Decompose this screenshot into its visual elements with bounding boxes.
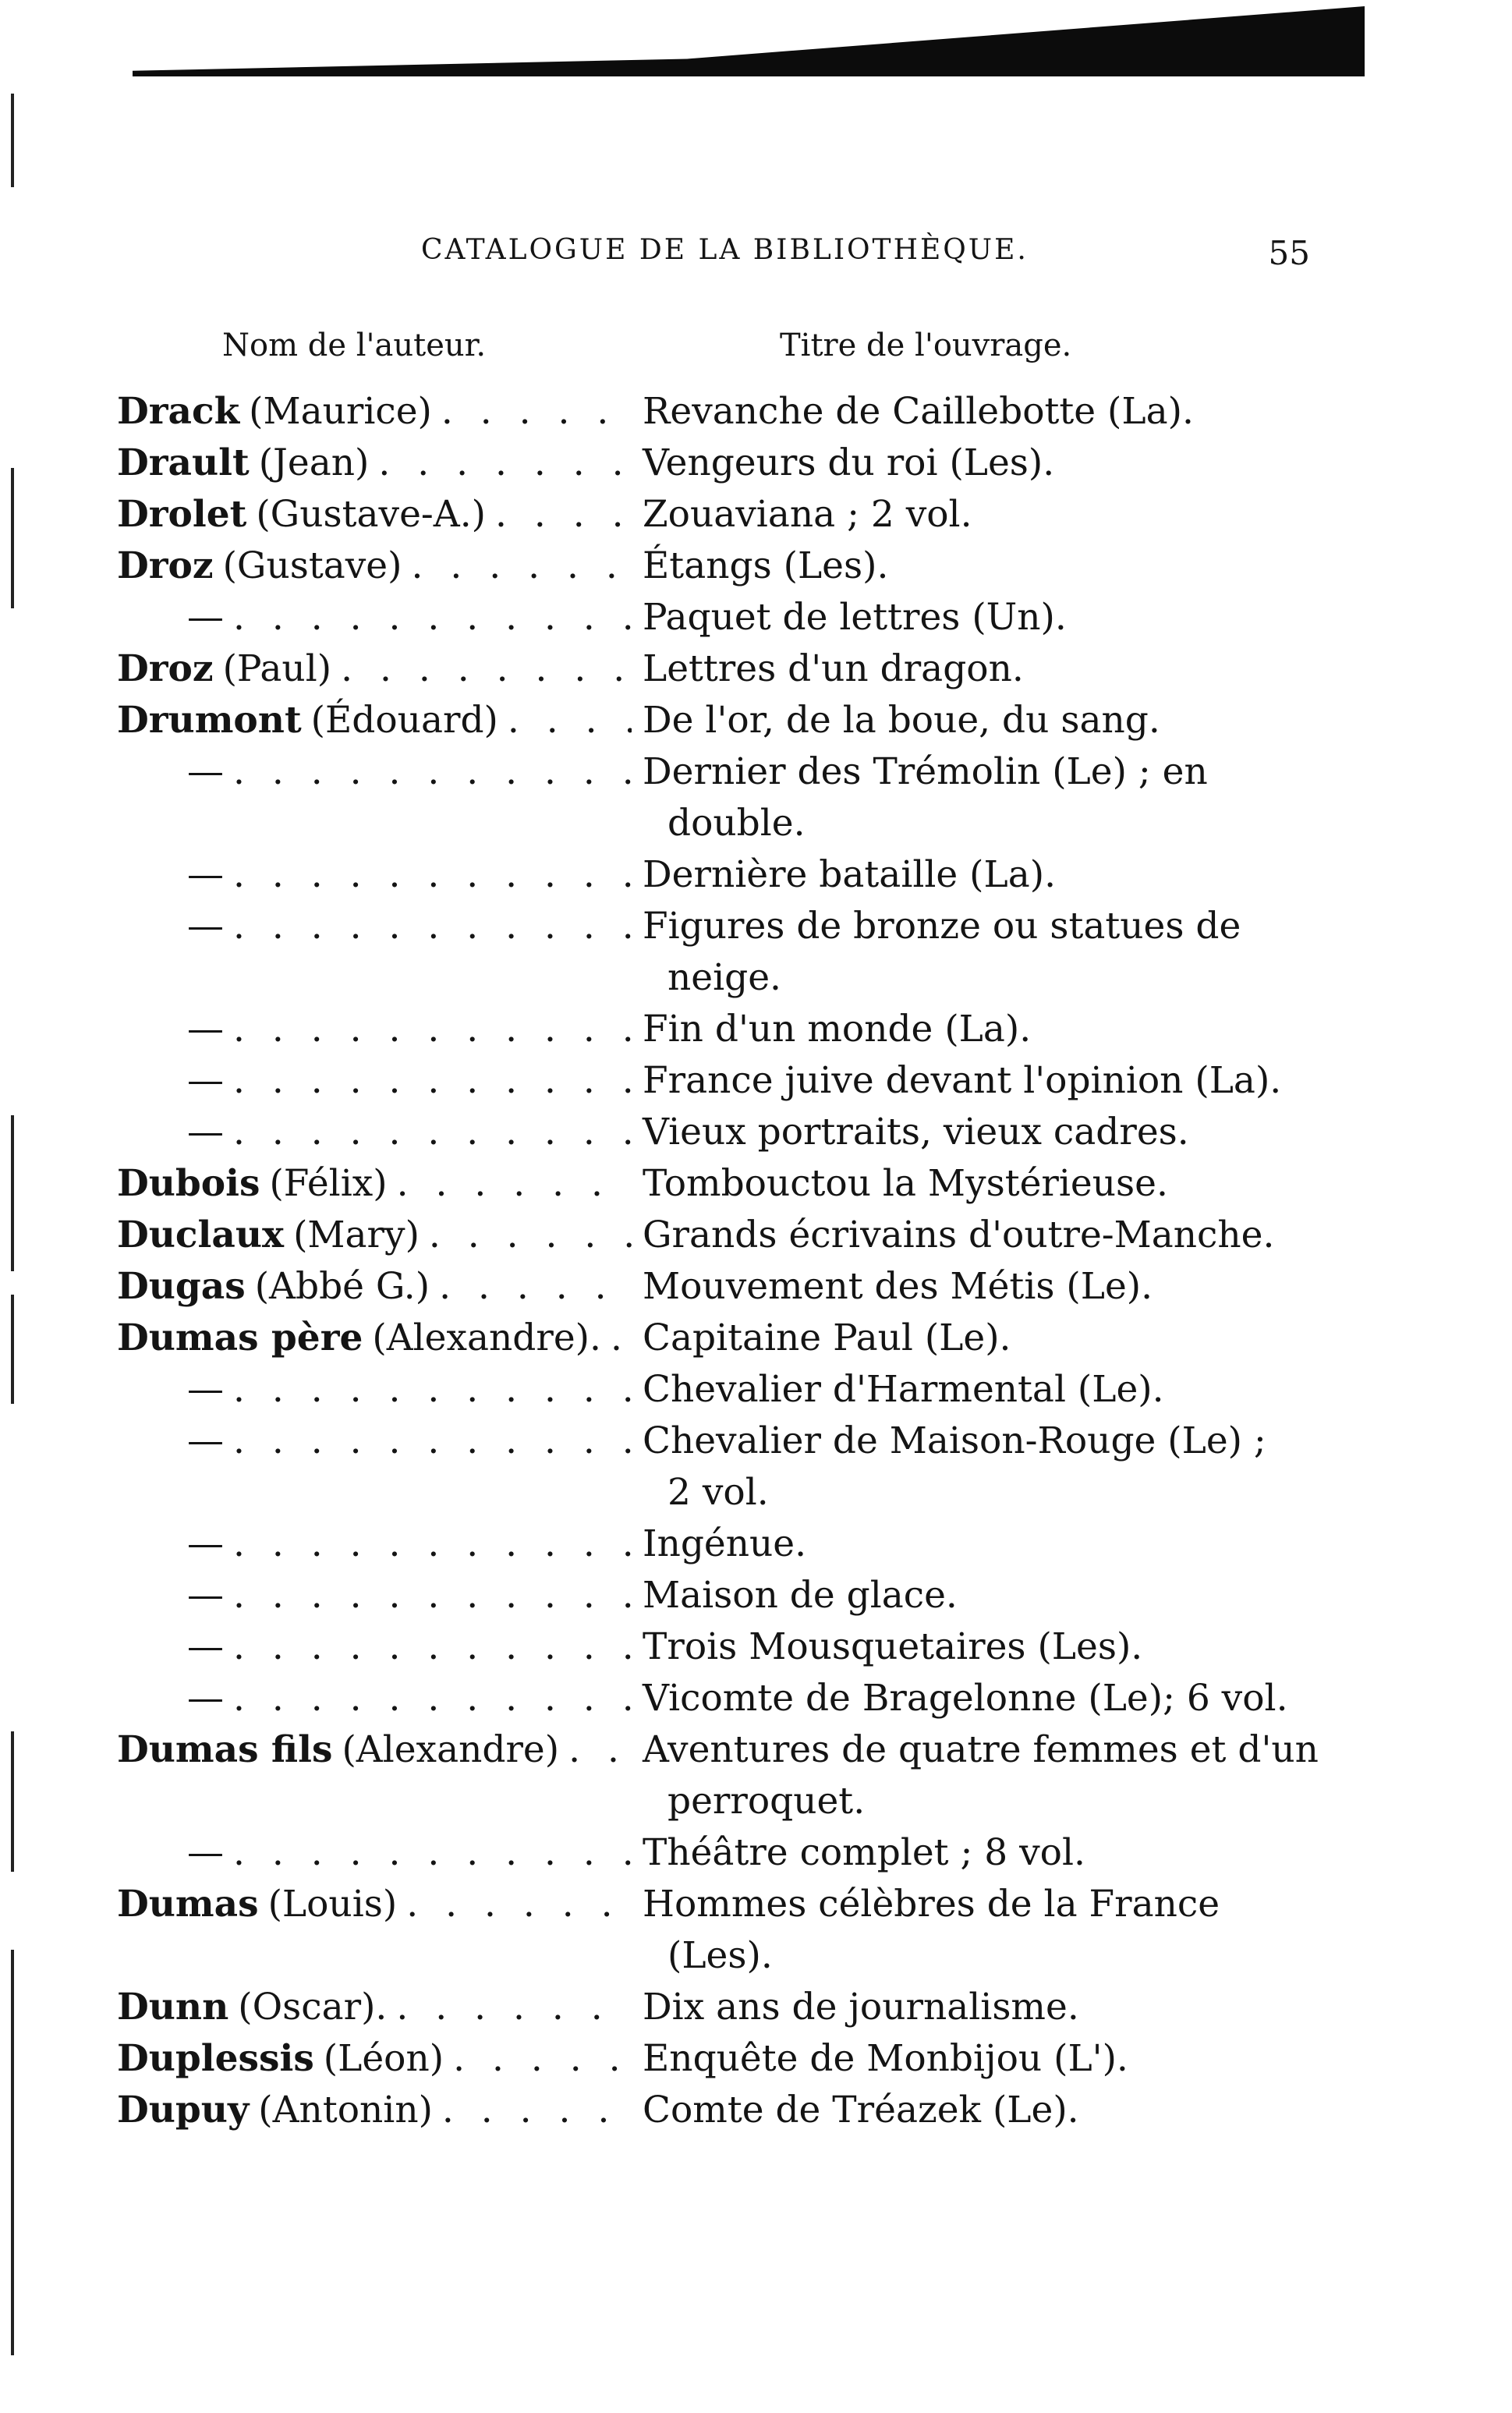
ditto-dash: — [187, 1419, 224, 1462]
catalogue-entry [117, 1879, 1341, 1930]
scan-margin-marks [0, 78, 31, 2340]
catalogue-entry [117, 1364, 1341, 1416]
catalogue-entry [117, 1313, 1341, 1364]
author-surname: Dupuy [117, 2089, 250, 2131]
entry-author [117, 438, 632, 489]
entry-title: Dernière bataille (La). [643, 853, 1057, 896]
catalogue-entry [117, 1982, 1341, 2033]
entry-title: Maison de glace. [643, 1574, 958, 1617]
dot-leader [224, 746, 632, 798]
entry-author [117, 1313, 632, 1364]
ditto-dash: — [187, 750, 224, 793]
dot-leader [224, 1364, 632, 1416]
dot-leader [432, 386, 632, 438]
entry-continuation [117, 1776, 1341, 1827]
dot-leader [369, 438, 632, 489]
entry-author [117, 1724, 632, 1776]
author-surname: Duclaux [117, 1214, 285, 1256]
catalogue-entry [117, 540, 1341, 592]
scan-edge-bar [133, 6, 1365, 76]
catalogue-entry [117, 1261, 1341, 1313]
dot-leader [397, 1879, 632, 1930]
dot-leader [224, 592, 632, 643]
entry-title: Comte de Tréazek (Le). [643, 2089, 1079, 2131]
entry-author [117, 592, 632, 643]
entry-author [117, 1673, 632, 1724]
author-given-name: (Gustave-A.) [256, 493, 486, 536]
entry-author [117, 1055, 632, 1107]
catalogue-entry [117, 1004, 1341, 1055]
ditto-dash: — [187, 1008, 224, 1051]
entry-author [117, 489, 632, 540]
entry-title: Aventures de quatre femmes et d'un [643, 1728, 1319, 1771]
author-given-name: (Alexandre). [372, 1316, 601, 1359]
author-given-name: (Léon) [323, 2037, 444, 2080]
entry-author [117, 1570, 632, 1621]
entry-author [117, 695, 632, 746]
catalogue-entry [117, 746, 1341, 798]
entry-title-continuation: (Les). [667, 1934, 773, 1977]
dot-leader [420, 1210, 632, 1261]
catalogue-entry [117, 1827, 1341, 1879]
author-surname: Drolet [117, 493, 247, 536]
catalogue-entry [117, 849, 1341, 901]
entry-title: Dernier des Trémolin (Le) ; en [643, 750, 1208, 793]
author-given-name: (Gustave) [222, 544, 402, 587]
author-surname: Droz [117, 544, 214, 587]
entry-author [117, 1158, 632, 1210]
entry-author [117, 1621, 632, 1673]
page-number: 55 [1268, 234, 1310, 272]
author-given-name: (Paul) [222, 647, 332, 690]
entry-title: Fin d'un monde (La). [643, 1008, 1032, 1051]
catalogue-entry [117, 438, 1341, 489]
entry-title: Tombouctou la Mystérieuse. [643, 1162, 1168, 1205]
dot-leader [430, 1261, 632, 1313]
entry-title-continuation: double. [667, 802, 806, 845]
dot-leader [224, 1055, 632, 1107]
author-surname: Droz [117, 647, 214, 690]
entry-title: Figures de bronze ou statues de [643, 905, 1241, 948]
dot-leader [224, 901, 632, 952]
author-given-name: (Jean) [258, 441, 370, 484]
entry-continuation [117, 798, 1341, 849]
entry-author [117, 1879, 632, 1930]
title-column-heading: Titre de l'ouvrage. [780, 328, 1072, 363]
dot-leader [224, 1107, 632, 1158]
entry-continuation [117, 1467, 1341, 1518]
catalogue-entry [117, 2033, 1341, 2085]
entry-title: Vicomte de Bragelonne (Le); 6 vol. [643, 1677, 1288, 1720]
entry-title-continuation: neige. [667, 956, 781, 999]
dot-leader [224, 1827, 632, 1879]
entry-author [117, 1416, 632, 1467]
author-given-name: (Abbé G.) [254, 1265, 430, 1308]
dot-leader [433, 2085, 632, 2136]
author-surname: Drault [117, 441, 250, 484]
entry-title: France juive devant l'opinion (La). [643, 1059, 1282, 1102]
catalogue-entry [117, 1055, 1341, 1107]
entry-title: Étangs (Les). [643, 544, 889, 587]
running-header [421, 234, 1326, 272]
author-surname: Dunn [117, 1986, 229, 2029]
author-surname: Dumas [117, 1883, 259, 1926]
author-surname: Dumas père [117, 1316, 363, 1359]
entry-title: Chevalier d'Harmental (Le). [643, 1368, 1164, 1411]
author-given-name: (Édouard) [310, 699, 498, 742]
entry-continuation [117, 1930, 1341, 1982]
entry-title: Lettres d'un dragon. [643, 647, 1024, 690]
entry-author [117, 2033, 632, 2085]
catalogue-entry [117, 643, 1341, 695]
ditto-dash: — [187, 596, 224, 639]
dot-leader [224, 1570, 632, 1621]
dot-leader [224, 1416, 632, 1467]
running-title: CATALOGUE DE LA BIBLIOTHÈQUE. [421, 234, 1029, 266]
ditto-dash: — [187, 1111, 224, 1153]
entry-title: De l'or, de la boue, du sang. [643, 699, 1160, 742]
entry-title: Enquête de Monbijou (L'). [643, 2037, 1128, 2080]
entry-title: Paquet de lettres (Un). [643, 596, 1067, 639]
ditto-dash: — [187, 1522, 224, 1565]
dot-leader [498, 695, 632, 746]
author-given-name: (Antonin) [258, 2089, 433, 2131]
catalogue-entry [117, 1158, 1341, 1210]
author-surname: Duplessis [117, 2037, 314, 2080]
catalogue-entry [117, 1673, 1341, 1724]
catalogue-entry [117, 1621, 1341, 1673]
author-given-name: (Maurice) [249, 390, 432, 433]
entry-author [117, 1364, 632, 1416]
catalogue-entry [117, 1518, 1341, 1570]
author-surname: Dumas fils [117, 1728, 333, 1771]
catalogue-entry [117, 1107, 1341, 1158]
dot-leader [486, 489, 632, 540]
ditto-dash: — [187, 1368, 224, 1411]
entry-title: Capitaine Paul (Le). [643, 1316, 1011, 1359]
entry-author [117, 1004, 632, 1055]
entry-title: Chevalier de Maison-Rouge (Le) ; [643, 1419, 1266, 1462]
entry-title: Théâtre complet ; 8 vol. [643, 1831, 1085, 1874]
catalogue-entry [117, 901, 1341, 952]
ditto-dash: — [187, 1677, 224, 1720]
author-given-name: (Mary) [293, 1214, 420, 1256]
entry-title: Dix ans de journalisme. [643, 1986, 1079, 2029]
dot-leader [224, 1621, 632, 1673]
ditto-dash: — [187, 1574, 224, 1617]
entry-title: Vengeurs du roi (Les). [643, 441, 1055, 484]
author-column-heading: Nom de l'auteur. [222, 328, 487, 363]
entry-title: Trois Mousquetaires (Les). [643, 1625, 1143, 1668]
entry-author [117, 1518, 632, 1570]
dot-leader [224, 1673, 632, 1724]
dot-leader [224, 1004, 632, 1055]
author-surname: Dubois [117, 1162, 260, 1205]
entry-continuation [117, 952, 1341, 1004]
dot-leader [402, 540, 632, 592]
dot-leader [601, 1313, 632, 1364]
catalogue-entry [117, 386, 1341, 438]
entry-author [117, 1827, 632, 1879]
entry-title: Revanche de Caillebotte (La). [643, 390, 1194, 433]
dot-leader [224, 849, 632, 901]
entry-title: Ingénue. [643, 1522, 807, 1565]
catalogue-entry [117, 2085, 1341, 2136]
dot-leader [559, 1724, 632, 1776]
author-surname: Drumont [117, 699, 302, 742]
catalogue-entry [117, 695, 1341, 746]
catalogue-entry [117, 1570, 1341, 1621]
entry-author [117, 540, 632, 592]
entry-title: Mouvement des Métis (Le). [643, 1265, 1153, 1308]
entry-title: Grands écrivains d'outre-Manche. [643, 1214, 1275, 1256]
author-surname: Dugas [117, 1265, 246, 1308]
entry-title: Vieux portraits, vieux cadres. [643, 1111, 1189, 1153]
author-given-name: (Louis) [267, 1883, 398, 1926]
catalogue-entries [117, 386, 1341, 2136]
entry-author [117, 1982, 632, 2033]
catalogue-entry [117, 1210, 1341, 1261]
entry-author [117, 849, 632, 901]
entry-author [117, 1261, 632, 1313]
entry-author [117, 643, 632, 695]
ditto-dash: — [187, 1831, 224, 1874]
entry-title-continuation: 2 vol. [667, 1471, 769, 1514]
author-surname: Drack [117, 390, 240, 433]
dot-leader [388, 1158, 632, 1210]
author-given-name: (Alexandre) [342, 1728, 560, 1771]
ditto-dash: — [187, 1059, 224, 1102]
dot-leader [444, 2033, 632, 2085]
entry-author [117, 746, 632, 798]
entry-author [117, 901, 632, 952]
entry-title-continuation: perroquet. [667, 1780, 866, 1823]
entry-title: Zouaviana ; 2 vol. [643, 493, 972, 536]
entry-author [117, 2085, 632, 2136]
author-given-name: (Félix) [269, 1162, 388, 1205]
ditto-dash: — [187, 1625, 224, 1668]
catalogue-entry [117, 592, 1341, 643]
catalogue-entry [117, 489, 1341, 540]
ditto-dash: — [187, 853, 224, 896]
dot-leader [387, 1982, 632, 2033]
entry-author [117, 386, 632, 438]
dot-leader [331, 643, 632, 695]
catalogue-entry [117, 1724, 1341, 1776]
author-given-name: (Oscar). [238, 1986, 388, 2029]
catalogue-entry [117, 1416, 1341, 1467]
entry-author [117, 1107, 632, 1158]
dot-leader [224, 1518, 632, 1570]
ditto-dash: — [187, 905, 224, 948]
entry-title: Hommes célèbres de la France [643, 1883, 1220, 1926]
entry-author [117, 1210, 632, 1261]
